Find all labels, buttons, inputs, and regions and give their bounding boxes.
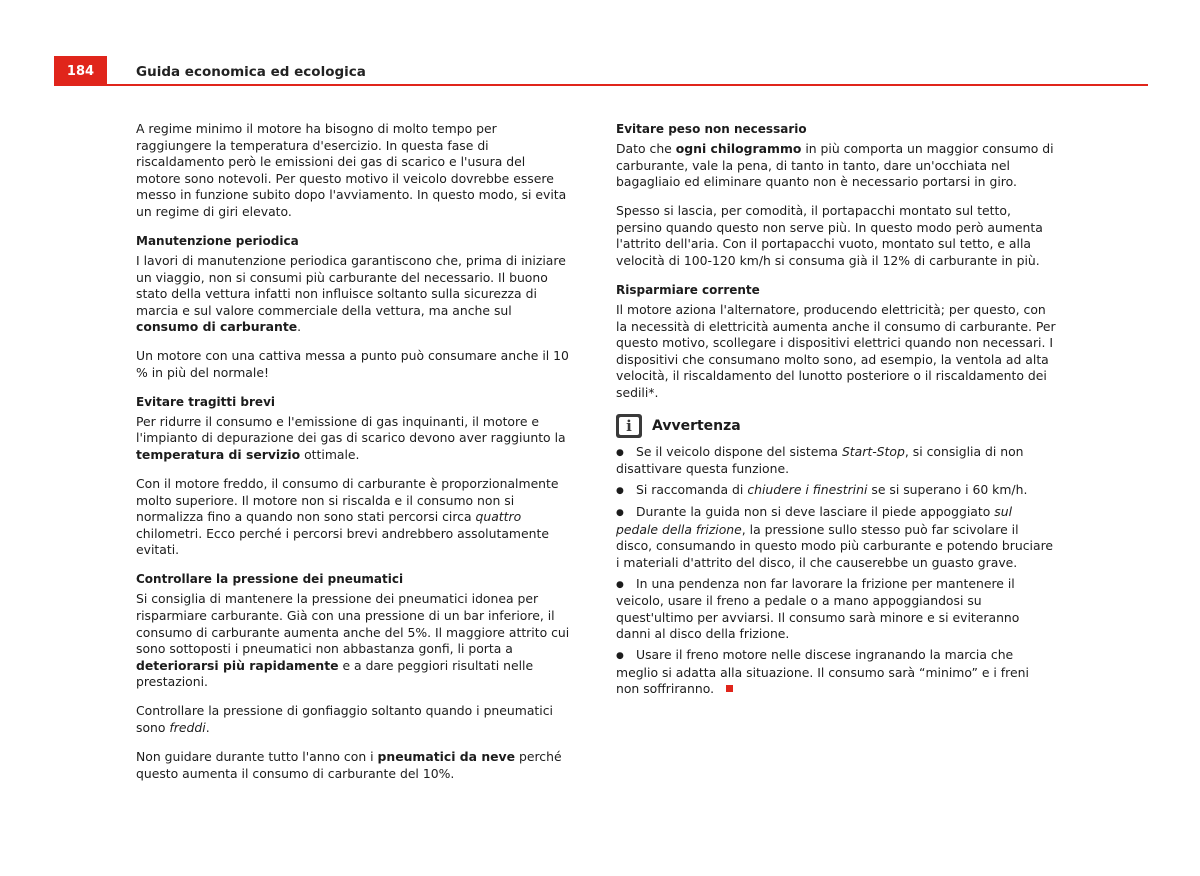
paragraph: Un motore con una cattiva messa a punto può consumare anche il 10 % in più del normale!	[136, 348, 569, 380]
header-rule	[54, 84, 1148, 86]
warning-header	[616, 414, 1056, 440]
paragraph: Controllare la pressione di gonfiaggio soltanto quando i pneumatici sono freddi.	[136, 703, 553, 735]
paragraph: Si consiglia di mantenere la pressione dei pneumatici idonea per risparmiare carburante. Già con una pressione di un bar inferiore, il consumo di carburante aumenta anche del 5%. Il maggiore attrito cui sono sottoposti i pneumatici non abbastanza gonfi, li porta a deteriorarsi più rapidamente e a dare peggiori risultati nelle prestazioni.	[136, 591, 570, 690]
chapter-title: Guida economica ed ecologica	[136, 64, 366, 80]
warning-list	[616, 444, 1056, 698]
paragraph: Con il motore freddo, il consumo di carburante è proporzionalmente molto superiore. Il motore non si riscalda e il consumo non si normalizza fino a quando non sono stati percorsi circa quattro chilometri. Ecco perché i percorsi brevi andrebbero assolutamente evitati.	[136, 476, 559, 558]
list-item: ● In una pendenza non far lavorare la frizione per mantenere il veicolo, usare il freno a pedale o a mano appoggiandosi su quest'ultimo per avviarsi. Il consumo sarà minore e si eviteranno danni al disco della frizione.	[616, 575, 1020, 642]
paragraph: I lavori di manutenzione periodica garantiscono che, prima di iniziare un viaggio, non si consumi più carburante del necessario. Il buono stato della vettura infatti non influisce soltanto sulla sicurezza di marcia e sul valore commerciale della vettura, ma anche sul consumo di carburante.	[136, 252, 566, 335]
page-number: 184	[54, 56, 107, 85]
section-heading: Evitare tragitti brevi	[136, 394, 276, 409]
paragraph: Dato che ogni chilogrammo in più comporta un maggior consumo di carburante, vale la pena, di tanto in tanto, dare un'occhiata nel bagagliaio ed eliminare quanto non è necessario portarsi in giro.	[616, 141, 1054, 190]
end-of-section-marker	[726, 685, 733, 692]
right-column	[616, 121, 1056, 702]
info-icon: i	[616, 414, 642, 438]
paragraph: Per ridurre il consumo e l'emissione di gas inquinanti, il motore e l'impianto di depurazione dei gas di scarico devono aver raggiunto la temperatura di servizio ottimale.	[136, 413, 566, 463]
left-column	[136, 121, 573, 795]
section-heading: Controllare la pressione dei pneumatici	[136, 572, 404, 587]
paragraph: A regime minimo il motore ha bisogno di molto tempo per raggiungere la temperatura d'esercizio. In questa fase di riscaldamento però le emissioni dei gas di scarico e l'usura del motore sono notevoli. Per questo motivo il veicolo dovrebbe essere messo in funzione subito dopo l'avviamento. In questo modo, si evita un regime di giri elevato.	[136, 121, 567, 219]
list-item: ● Si raccomanda di chiudere i finestrini se si superano i 60 km/h.	[616, 482, 1028, 498]
paragraph: Spesso si lascia, per comodità, il portapacchi montato sul tetto, persino quando questo non serve più. In questo modo però aumenta l'attrito dell'aria. Con il portapacchi vuoto, montato sul tetto, e alla velocità di 100-120 km/h si consuma già il 12% di carburante in più.	[616, 203, 1043, 268]
list-item: ● Se il veicolo dispone del sistema Start-Stop, si consiglia di non disattivare questa funzione.	[616, 443, 1024, 477]
section-heading: Evitare peso non necessario	[616, 122, 807, 136]
paragraph: Non guidare durante tutto l'anno con i pneumatici da neve perché questo aumenta il consumo di carburante del 10%.	[136, 748, 562, 781]
paragraph: Il motore aziona l'alternatore, producendo elettricità; per questo, con la necessità di elettricità aumenta anche il consumo di carburante. Per questo motivo, scollegare i dispositivi elettrici quando non necessari. I dispositivi che consumano molto sono, ad esempio, la ventola ad alta velocità, il riscaldamento del lunotto posteriore o il riscaldamento dei sedili*.	[616, 301, 1056, 400]
section-heading: Manutenzione periodica	[136, 233, 299, 248]
warning-title: Avvertenza	[652, 417, 741, 434]
list-item: ● Durante la guida non si deve lasciare il piede appoggiato sul pedale della frizione, la pressione sullo stesso può far scivolare il disco, consumando in questo modo più carburante e potendo bruciare i materiali d'attrito del disco, il che causerebbe un guasto grave.	[616, 504, 1054, 570]
list-item: ● Usare il freno motore nelle discese ingranando la marcia che meglio si adatta alla situazione. Il consumo sarà “minimo” e i freni non soffriranno.	[616, 647, 1029, 697]
page-header	[54, 56, 1148, 86]
section-heading: Risparmiare corrente	[616, 282, 760, 297]
